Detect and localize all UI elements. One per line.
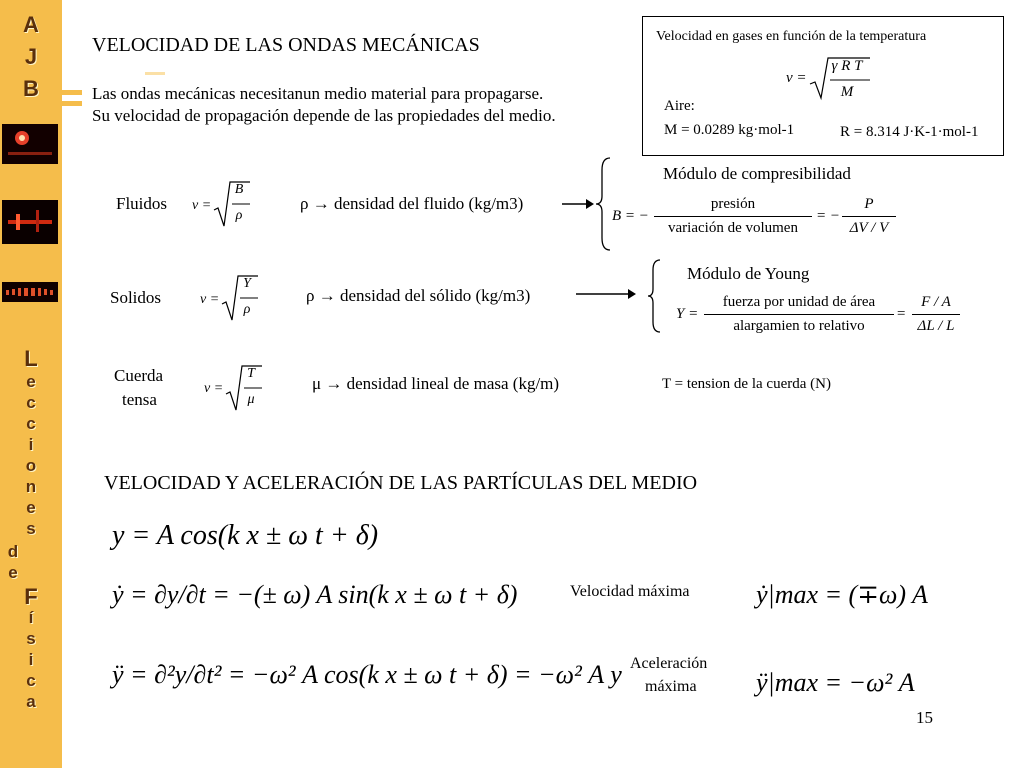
bulk-modulus-den: variación de volumen bbox=[668, 220, 798, 236]
aceleracion-maxima-label-1: Aceleración bbox=[630, 655, 708, 672]
fluidos-density-text: ρ → densidad del fluido (kg/m3) bbox=[300, 194, 524, 213]
cuerda-tension-text: T = tension de la cuerda (N) bbox=[662, 376, 831, 392]
young-modulus-num: fuerza por unidad de área bbox=[722, 294, 876, 310]
velocity-equation: ẏ = ∂y/∂t = −(± ω) A sin(k x ± ω t + δ) bbox=[112, 580, 518, 609]
aceleracion-maxima-label-2: máxima bbox=[645, 678, 697, 695]
young-modulus-num2: F / A bbox=[921, 294, 951, 310]
sidebar-letter: e bbox=[26, 372, 36, 391]
sidebar-letter: a bbox=[26, 692, 36, 711]
fraction-line bbox=[654, 216, 812, 217]
young-modulus-den: alargamien to relativo bbox=[733, 318, 865, 334]
sidebar-letter: s bbox=[26, 519, 36, 538]
cuerda-label-2: tensa bbox=[122, 390, 157, 409]
fluidos-arrow-icon bbox=[562, 196, 594, 212]
photo-laser-image bbox=[2, 200, 58, 244]
sidebar-letter: d bbox=[7, 542, 19, 561]
gas-aire-label: Aire: bbox=[664, 98, 695, 114]
solidos-formula-lhs: v = bbox=[200, 292, 220, 307]
sidebar-letter: i bbox=[28, 435, 34, 454]
solidos-arrow-icon bbox=[576, 286, 636, 302]
bulk-modulus-lhs: B = − bbox=[612, 208, 649, 224]
bulk-modulus-den2: ΔV / V bbox=[849, 220, 889, 236]
sidebar-letter: e bbox=[8, 563, 18, 582]
gas-constant-r: R = 8.314 J·K-1·mol-1 bbox=[840, 124, 979, 140]
cuerda-label-1: Cuerda bbox=[114, 366, 164, 385]
intro-line-1: Las ondas mecánicas necesitanun medio material para propagarse. bbox=[92, 84, 544, 103]
page-number: 15 bbox=[916, 708, 933, 727]
solidos-brace-icon bbox=[646, 258, 664, 334]
photo-interference-image bbox=[2, 282, 58, 302]
sidebar-letter: L bbox=[24, 346, 38, 371]
fluidos-label: Fluidos bbox=[116, 194, 168, 213]
cuerda-formula-num: T bbox=[247, 366, 255, 381]
sidebar-letter: F bbox=[24, 584, 38, 609]
fraction-line bbox=[912, 314, 960, 315]
sidebar-letter: o bbox=[25, 456, 37, 475]
gas-box-title: Velocidad en gases en función de la temperatura bbox=[656, 29, 927, 44]
acceleration-equation: ÿ = ∂²y/∂t² = −ω² A cos(k x ± ω t + δ) = −ω² A y bbox=[112, 660, 622, 689]
solidos-label: Solidos bbox=[110, 288, 162, 307]
sidebar-letter-j: J bbox=[24, 44, 38, 69]
fluidos-formula-num: B bbox=[234, 182, 244, 197]
gas-molar-mass: M = 0.0289 kg·mol-1 bbox=[664, 122, 795, 138]
sidebar-letter: i bbox=[28, 650, 34, 669]
decorative-bar bbox=[62, 101, 82, 106]
gas-formula-num: γ R T bbox=[831, 58, 863, 74]
aceleracion-maxima-formula: ÿ|max = −ω² A bbox=[756, 668, 915, 697]
sidebar-letter: c bbox=[26, 671, 36, 690]
sidebar-letter: n bbox=[25, 477, 37, 496]
sidebar-letter: í bbox=[28, 608, 34, 627]
sidebar-letter-a: A bbox=[23, 12, 39, 37]
section-title-velocidad-aceleracion: VELOCIDAD Y ACELERACIÓN DE LAS PARTÍCULAS DEL MEDIO bbox=[104, 472, 698, 494]
intro-line-2: Su velocidad de propagación depende de las propiedades del medio. bbox=[92, 106, 556, 125]
modulo-compresibilidad-title: Módulo de compresibilidad bbox=[663, 164, 851, 183]
fraction-line bbox=[704, 314, 894, 315]
decorative-bar bbox=[145, 72, 165, 75]
decorative-bar bbox=[62, 90, 82, 95]
solidos-density-text: ρ → densidad del sólido (kg/m3) bbox=[306, 286, 531, 305]
cuerda-formula-lhs: v = bbox=[204, 381, 224, 396]
position-equation: y = A cos(k x ± ω t + δ) bbox=[112, 520, 379, 551]
sidebar-letter: c bbox=[26, 414, 36, 433]
sidebar-letter-b: B bbox=[23, 76, 39, 101]
modulo-young-title: Módulo de Young bbox=[687, 264, 810, 283]
bulk-modulus-num: presión bbox=[710, 196, 756, 212]
cuerda-density-text: μ → densidad lineal de masa (kg/m) bbox=[312, 374, 560, 393]
fluidos-formula-lhs: v = bbox=[192, 198, 212, 213]
velocidad-maxima-label: Velocidad máxima bbox=[570, 583, 690, 600]
fluidos-brace-icon bbox=[594, 156, 614, 252]
solidos-formula-num: Y bbox=[243, 276, 251, 291]
velocidad-maxima-formula: ẏ|max = (∓ω) A bbox=[756, 580, 928, 609]
gas-formula-lhs: v = bbox=[786, 70, 807, 86]
bulk-modulus-eq: = − bbox=[816, 208, 840, 224]
photo-lab-image bbox=[2, 124, 58, 164]
fraction-line bbox=[842, 216, 896, 217]
sidebar-letter: c bbox=[26, 393, 36, 412]
young-modulus-lhs: Y = bbox=[676, 306, 699, 322]
section-title-velocidad-ondas: VELOCIDAD DE LAS ONDAS MECÁNICAS bbox=[92, 34, 480, 56]
cuerda-formula-den: μ bbox=[247, 392, 255, 407]
young-modulus-den2: ΔL / L bbox=[917, 318, 955, 334]
sidebar-letter: s bbox=[26, 629, 36, 648]
gas-formula-den: M bbox=[840, 84, 854, 100]
bulk-modulus-num2: P bbox=[864, 196, 874, 212]
solidos-formula-den: ρ bbox=[243, 302, 251, 317]
young-modulus-eq: = bbox=[896, 306, 907, 322]
fluidos-formula-den: ρ bbox=[235, 208, 243, 223]
sidebar-letter: e bbox=[26, 498, 36, 517]
